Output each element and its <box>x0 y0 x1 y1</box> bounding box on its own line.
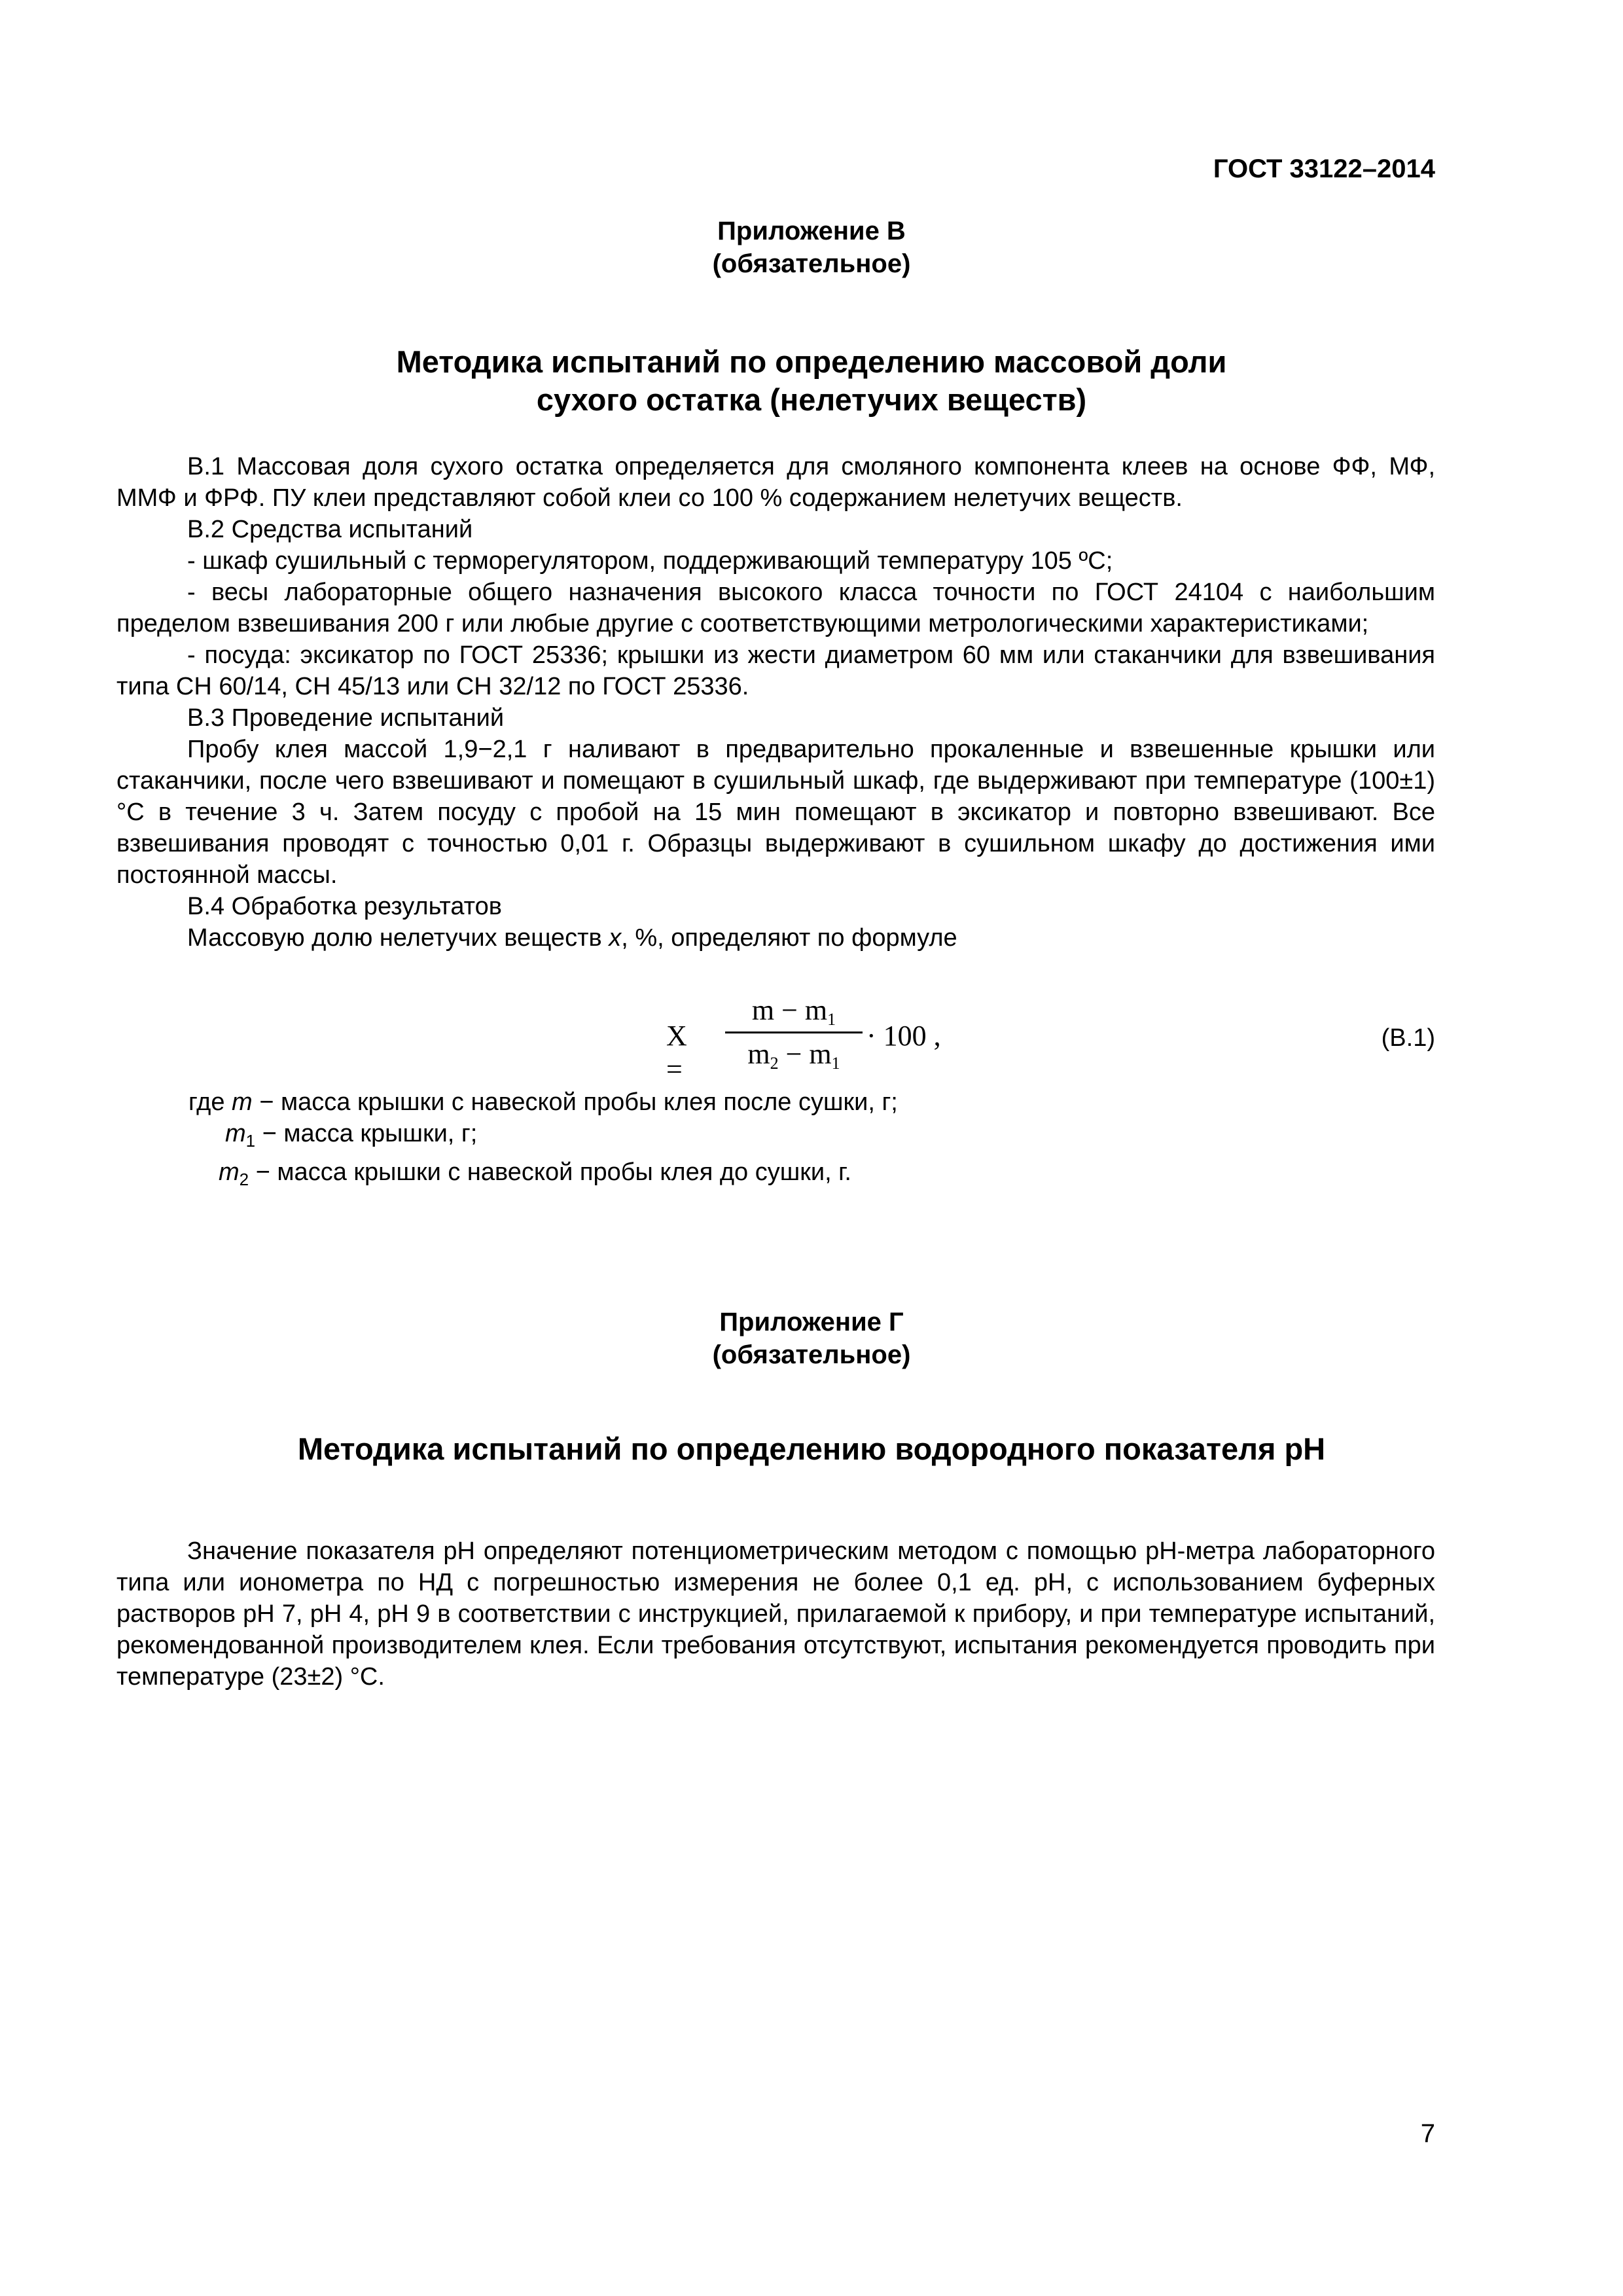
formula-number: (В.1) <box>1381 1024 1435 1052</box>
legend-m1: $m_1$ − масса крышки, г; <box>225 1120 478 1151</box>
annex-g-body <box>116 1535 1435 1693</box>
clause-v1: В.1 Массовая доля сухого остатка определяется для смоляного компонента клеев на основе ФФ, МФ, ММФ и ФРФ. ПУ клеи представляют собой клеи со 100 % содержанием нелетучих веществ. <box>116 453 1435 512</box>
annex-g-title: Приложение Г <box>719 1308 904 1336</box>
clause-v3-heading: В.3 Проведение испытаний <box>187 704 505 732</box>
formula-b1 <box>116 992 1435 1083</box>
annex-v-title-line1: Методика испытаний по определению массовой доли <box>396 344 1227 379</box>
equipment-dishes: - посуда: эксикатор по ГОСТ 25336; крышки из жести диаметром 60 мм или стаканчики для взвешивания типа СН 60/14, СН 45/13 или СН 32/12 по ГОСТ 25336. <box>116 641 1435 700</box>
annex-v-heading <box>0 215 1623 280</box>
formula-rhs: · 100 , <box>866 1020 941 1052</box>
fraction-bar <box>725 1031 863 1033</box>
page-number: 7 <box>1420 2119 1435 2148</box>
formula-fraction <box>725 992 863 1073</box>
formula-lhs: X = <box>666 1020 687 1085</box>
legend-m2: $m_2$ − масса крышки с навеской пробы клея до сушки, г. <box>219 1158 851 1189</box>
annex-g-status: (обязательное) <box>712 1340 911 1369</box>
standard-designation: ГОСТ 33122–2014 <box>1213 154 1435 183</box>
formula-intro: Массовую долю нелетучих веществ х, %, определяют по формуле <box>187 924 957 952</box>
equipment-scales: - весы лабораторные общего назначения высокого класса точности по ГОСТ 24104 с наибольшим пределом взвешивания 200 г или любые другие с соответствующими метрологическими характеристиками; <box>116 579 1435 637</box>
clause-v2-heading: В.2 Средства испытаний <box>187 516 473 543</box>
clause-v4-heading: В.4 Обработка результатов <box>187 893 502 920</box>
annex-v-title-line2: сухого остатка (нелетучих веществ) <box>536 382 1087 417</box>
formula-legend <box>188 1086 898 1195</box>
annex-v-status: (обязательное) <box>712 249 911 278</box>
variable-x: х <box>609 924 622 952</box>
ph-method-paragraph: Значение показателя рН определяют потенциометрическим методом с помощью рН-метра лабораторного типа или ионометра по НД с погрешностью измерения не более 0,1 ед. рН, с использованием буферных растворов рН 7, рН 4, рН 9 в соответствии с инструкцией, прилагаемой к прибору, и при температуре испытаний, рекомендованной производителем клея. Если требования отсутствуют, испытания рекомендуется проводить при температуре (23±2) °С. <box>116 1537 1435 1691</box>
formula-denominator: $m_2 - m_1$ <box>747 1038 840 1073</box>
annex-v-title: Приложение В <box>717 217 906 245</box>
formula-numerator: $m - m_1$ <box>751 994 836 1029</box>
annex-g-heading <box>0 1306 1623 1371</box>
annex-v-section-title <box>0 343 1623 419</box>
clause-v3-procedure: Пробу клея массой 1,9−2,1 г наливают в предварительно прокаленные и взвешенные крышки или стаканчики, после чего взвешивают и помещают в сушильный шкаф, где выдерживают при температуре (100±1) °С в течение 3 ч. Затем посуду с пробой на 15 мин помещают в эксикатор и повторно взвешивают. Все взвешивания проводят с точностью 0,01 г. Образцы выдерживают в сушильном шкафу до достижения ими постоянной массы. <box>116 736 1435 889</box>
equipment-oven: - шкаф сушильный с терморегулятором, поддерживающий температуру 105 ºС; <box>187 547 1113 575</box>
annex-v-body <box>116 451 1435 954</box>
legend-m: где m − масса крышки с навеской пробы клея после сушки, г; <box>188 1088 898 1116</box>
annex-g-section-title: Методика испытаний по определению водородного показателя рН <box>297 1431 1326 1466</box>
